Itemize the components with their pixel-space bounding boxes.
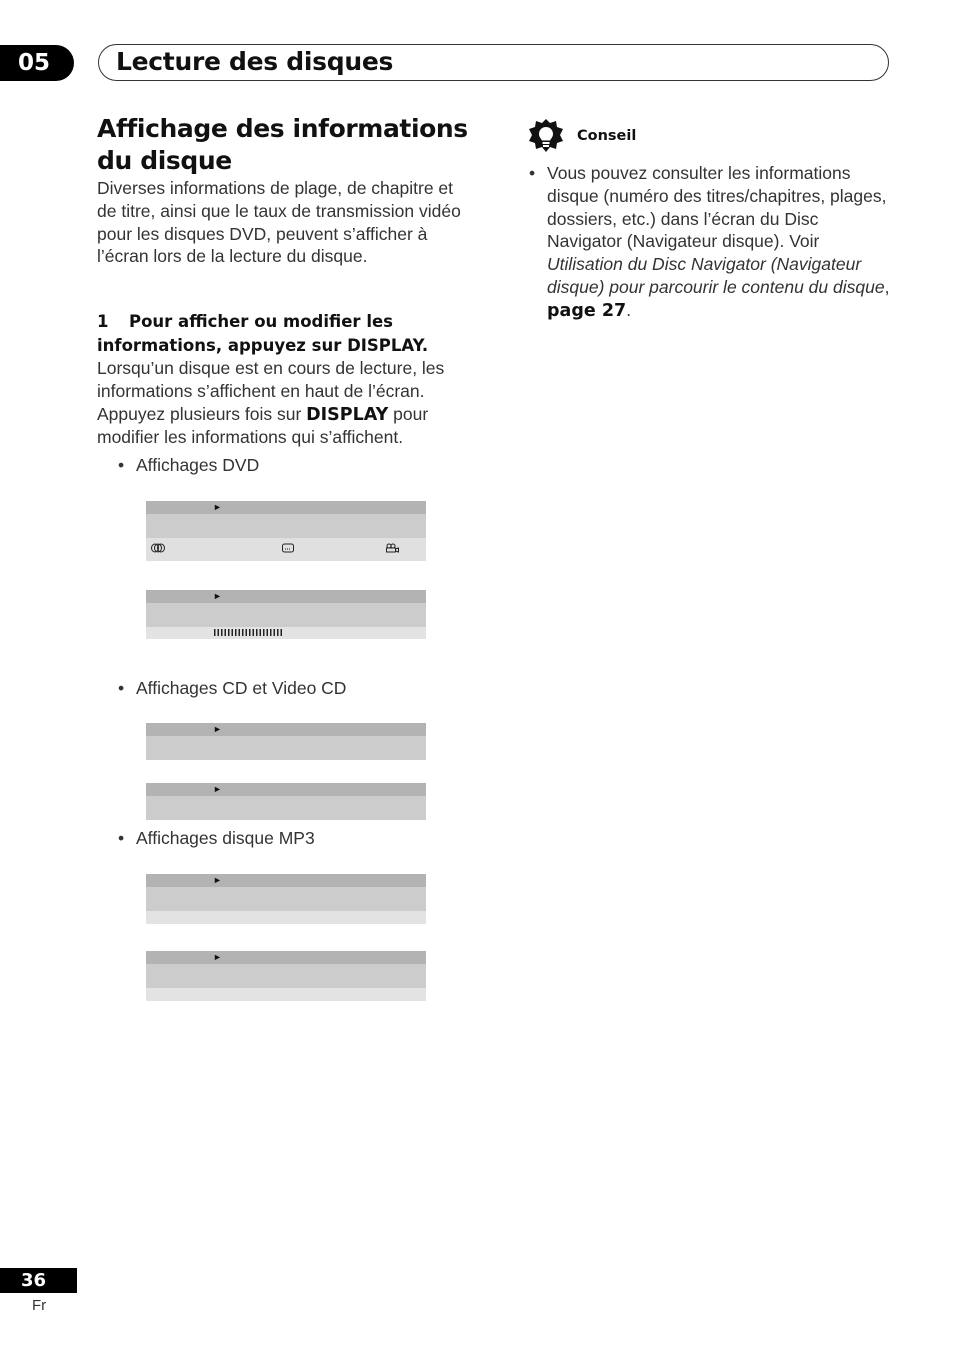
display-keyword: DISPLAY [306,404,389,425]
step-body-text: Lorsqu’un disque est en cours de lecture, les informations s’affichent en haut de l’écran. Appuyez plusieurs fois sur [97,358,445,424]
tip-reference-title: Utilisation du Disc Navigator (Navigateur disque) pour parcourir le contenu du disque [547,254,885,297]
bullet-dot: • [118,678,125,698]
play-icon: ► [213,875,222,885]
bullet-dvd [118,455,259,476]
step-title: Pour afficher ou modifier les informations, appuyez sur DISPLAY. [97,312,429,355]
play-icon: ► [213,502,222,512]
angle-icon [385,543,400,553]
step-heading [97,310,482,358]
lightbulb-icon [528,118,564,156]
tip-label: Conseil [577,128,637,144]
bullet-cd-label: Affichages CD et Video CD [136,678,347,698]
tip-text: Vous pouvez consulter les informations disque (numéro des titres/chapitres, plages, dossiers, etc.) dans l’écran du Disc Navigator (Navigateur disque). Voir [547,163,887,252]
step-body [97,357,482,449]
tip-paragraph [529,162,894,323]
play-icon: ► [213,952,222,962]
osd-cd-2 [146,783,426,820]
bullet-dot: • [118,455,125,475]
section-title: Affichage des informations du disque [97,114,468,175]
bullet-dvd-label: Affichages DVD [136,455,260,475]
osd-dvd-1 [146,501,426,561]
bitrate-meter [214,629,282,636]
page-number: 36 [0,1268,77,1293]
play-icon: ► [213,784,222,794]
bullet-mp3-label: Affichages disque MP3 [136,828,315,848]
chapter-title: Lecture des disques [116,47,394,76]
step-number: 1 [97,312,109,331]
play-icon: ► [213,591,222,601]
step-body-text-end: pour modifier les informations qui s’affichent. [97,403,429,448]
audio-icon [151,543,165,553]
subtitle-icon [282,543,294,553]
chapter-number-tab: 05 [0,45,74,81]
tip-end: . [626,299,632,320]
osd-mp3-2 [146,951,426,1001]
play-icon: ► [213,724,222,734]
osd-dvd-2 [146,590,426,639]
osd-mp3-1 [146,874,426,924]
bullet-dot: • [529,163,536,183]
language-code: Fr [32,1297,47,1314]
tip-separator: , [884,276,890,297]
bullet-cd [118,678,346,699]
bullet-mp3 [118,828,315,849]
intro-paragraph: Diverses informations de plage, de chapitre et de titre, ainsi que le taux de transmission vidéo pour les disques DVD, peuvent s’afficher à l’écran lors de la lecture du disque. [97,178,461,267]
bullet-dot: • [118,828,125,848]
osd-cd-1 [146,723,426,760]
tip-page-reference: page 27 [547,300,627,321]
